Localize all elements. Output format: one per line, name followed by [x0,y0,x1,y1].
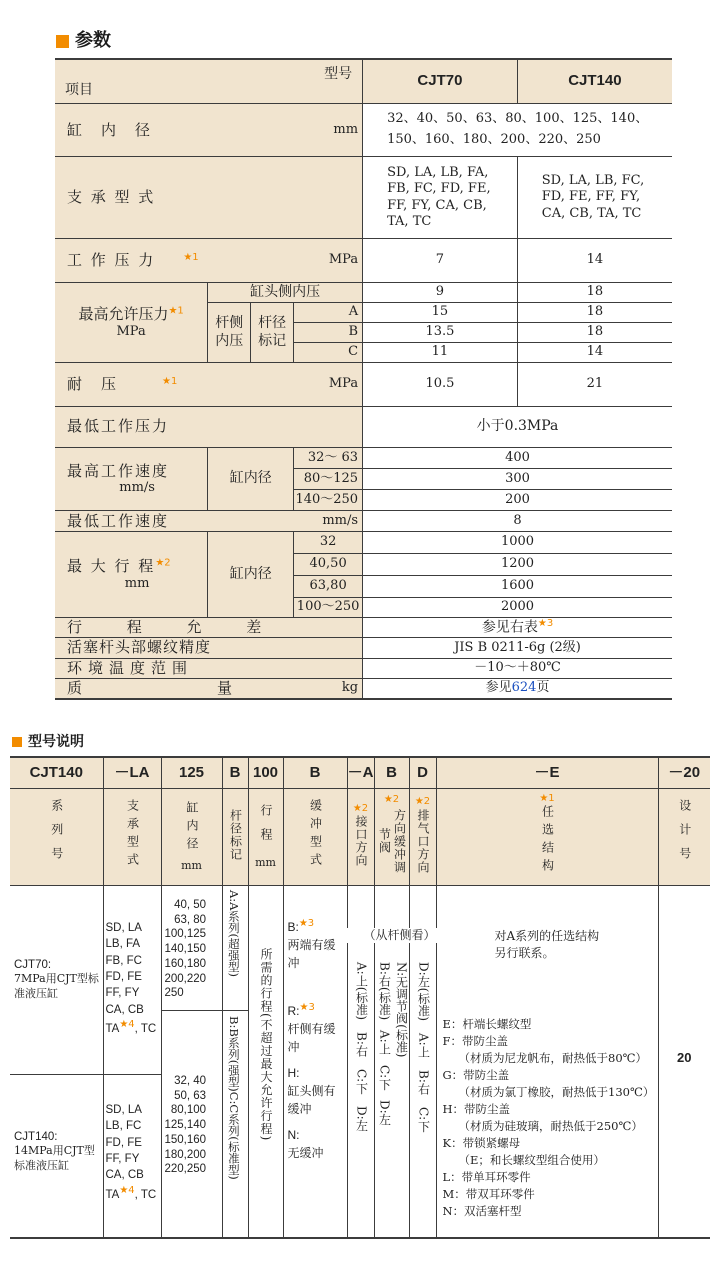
page-link[interactable]: 624 [511,680,537,695]
mount-cjt140: SD, LA, LB, FC, FD, FE, FF, FY, CA, CB, TA, TC [517,157,672,239]
row-label-bore: 缸 内 径 [67,120,153,139]
section-title-model: 型号说明 [12,731,84,751]
cushion-options: B:$^{★3}$ 两端有缓冲 R:$^{★3}$ 杆侧有缓冲 H: 缸头侧有缓冲 N: 无缓冲 [283,886,347,1238]
row-label-stroke-tol: 行 程 允 差 [67,618,282,636]
orange-square-icon [12,737,22,747]
col-cjt140: CJT140 [517,59,672,104]
series-cjt70: CJT70: 7MPa用CJT型标准液压缸 [14,959,99,1001]
orange-square-icon [56,35,69,48]
model-code-table: CJT140 －LA 125 B 100 B －A B D －E －20 系列号 支承型式 缸内径 mm 杆径标记 行程 mm 缓冲型式 ★2 接口方向 ★2 方向缓冲调节阀 ★2 排气口方向 ★1 任选结构 设计号 CJT70: 7MPa用CJT型标准液压缸 CJT140: 14MPa用CJT型标准液压缸 SD, LA LB, FA FB, FC FD, FE FF, FY CA, CB TA★4, TC SD, LA LB, FC FD, FE FF, FY CA, CB TA★4, TC 40, 50 63, 80 100,125 140,150 160,180 200,220 250 32, 40 50, 63 80,100 125,140 150,160 180,200 220,250 A:A系列(超强型) B:B系列(强型)C:C系列(标准型) 所需的行程(不超过最大允许行程) B:$^{★3}$ 两端有缓冲 R:$^{★3}$ 杆侧有缓冲 H: 缸头侧有缓冲 N: 无缓冲 （从杆侧看） A:上(标准) B:右 C:下 D:左 B:右(标准) A:上 C:下 D:左 N:无调节阀(标准) D:左(标准) A:上 B:右 C:下 对A系列的任选结构另行联系。 E：杆端长螺纹型 F：带防尘盖 （材质为尼龙帆布，耐热低于80℃） G：带防尘盖 （材质为氯丁橡胶，耐热低于130℃） H：带防尘盖 （材质为硅玻璃，耐热低于250℃） K：带锁紧螺母 （E；和长螺纹型组合使用） L：带单耳环零件 M：带双耳环零件 N：双活塞杆型 20 [10,756,710,1239]
option-note: 对A系列的任选结构另行联系。 [494,929,600,960]
series-cjt140: CJT140: 14MPa用CJT型标准液压缸 [14,1131,95,1173]
row-label-min-pressure: 最低工作压力 [67,417,170,436]
row-label-thread: 活塞杆头部螺纹精度 [67,638,212,657]
view-note: （从杆侧看） [340,928,460,943]
section-title-params: 参数 [56,26,111,52]
option-list: E：杆端长螺纹型 F：带防尘盖 （材质为尼龙帆布，耐热低于80℃） G：带防尘盖 （材质为氯丁橡胶，耐热低于130℃） H：带防尘盖 （材质为硅玻璃，耐热低于250℃） K：带锁紧螺母 （E；和长螺纹型组合使用） L：带单耳环零件 M：带双耳环零件 N：双活塞杆型 [442,1017,655,1219]
mount-list-140: SD, LA LB, FC FD, FE FF, FY CA, CB TA★4, TC [105,1104,157,1201]
row-label-max-stroke: 最 大 行 程$^{★2}$ mm [55,532,208,618]
mount-cjt70: SD, LA, LB, FA, FB, FC, FD, FE, FF, FY, CA, CB, TA, TC [363,157,518,239]
bore-values: 32、40、50、63、80、100、125、140、150、160、180、200、220、250 [363,104,672,157]
row-label-temp: 环境温度范围 [67,658,194,677]
bleed-options: D:左(标准) A:上 B:右 C:下 [416,962,431,1132]
row-label-mount: 支 承 型 式 [67,187,156,206]
cushion-dir-options: B:右(标准) A:上 C:下 D:左 N:无调节阀(标准) [377,962,409,1126]
port-options: A:上(标准) B:右 C:下 D:左 [354,962,369,1132]
parameter-table: 型号 项目 CJT70 CJT140 缸 内 径 mm 32、40、50、63、80、100、125、140、150、160、180、200、220、250 支 承 型 式 SD, LA, LB, FA, FB, FC, FD, FE, FF, FY, CA, CB, TA, TC SD, LA, LB, FC, FD, FE, FF, FY, CA, CB, TA, TC 工 作 压 力 $^{★1}$ MPa 7 14 最高允许压力$^{★1}$ MPa 缸头侧内压 9 18 杆侧内压 杆径标记 A 15 18 B 13.5 18 C 11 14 耐 压 $^{★1}$ MPa 10.5 21 最低工作压力 小于0.3MPa 最高工作速度 mm/s 缸内径 32～ 63 400 80～125 300 140～250 200 最低工作速度 mm/s 8 最 大 行 程$^{★2}$ mm 缸内径 32 1000 40,50 1200 63,80 1600 100～250 2000 行 程 允 差 参见右表$^{★3}$ 活塞杆头部螺纹精度 JIS B 0211-6g (2级) 环境温度范围 －10～＋80℃ 质 量 kg 参见624页 [55,58,672,700]
row-label-work-pressure: 工 作 压 力 [67,250,156,269]
row-label-min-speed: 最低工作速度 [67,511,170,530]
row-label-mass: 质 量 [67,678,293,697]
col-cjt70: CJT70 [363,59,518,104]
row-label-proof-pressure: 耐 压 [67,374,119,393]
bore-list-bc: 32, 40 50, 63 80,100 125,140 150,160 180,200 220,250 [164,1075,207,1176]
mount-list-70: SD, LA LB, FA FB, FC FD, FE FF, FY CA, CB TA★4, TC [105,922,157,1035]
row-label-max-pressure: 最高允许压力$^{★1}$ MPa [55,283,208,363]
header-corner: 型号 项目 [55,59,363,104]
design-number: 20 [677,1050,692,1065]
bore-list-a: 40, 50 63, 80 100,125 140,150 160,180 200,220 250 [164,899,207,1000]
row-label-max-speed: 最高工作速度 mm/s [55,448,208,511]
